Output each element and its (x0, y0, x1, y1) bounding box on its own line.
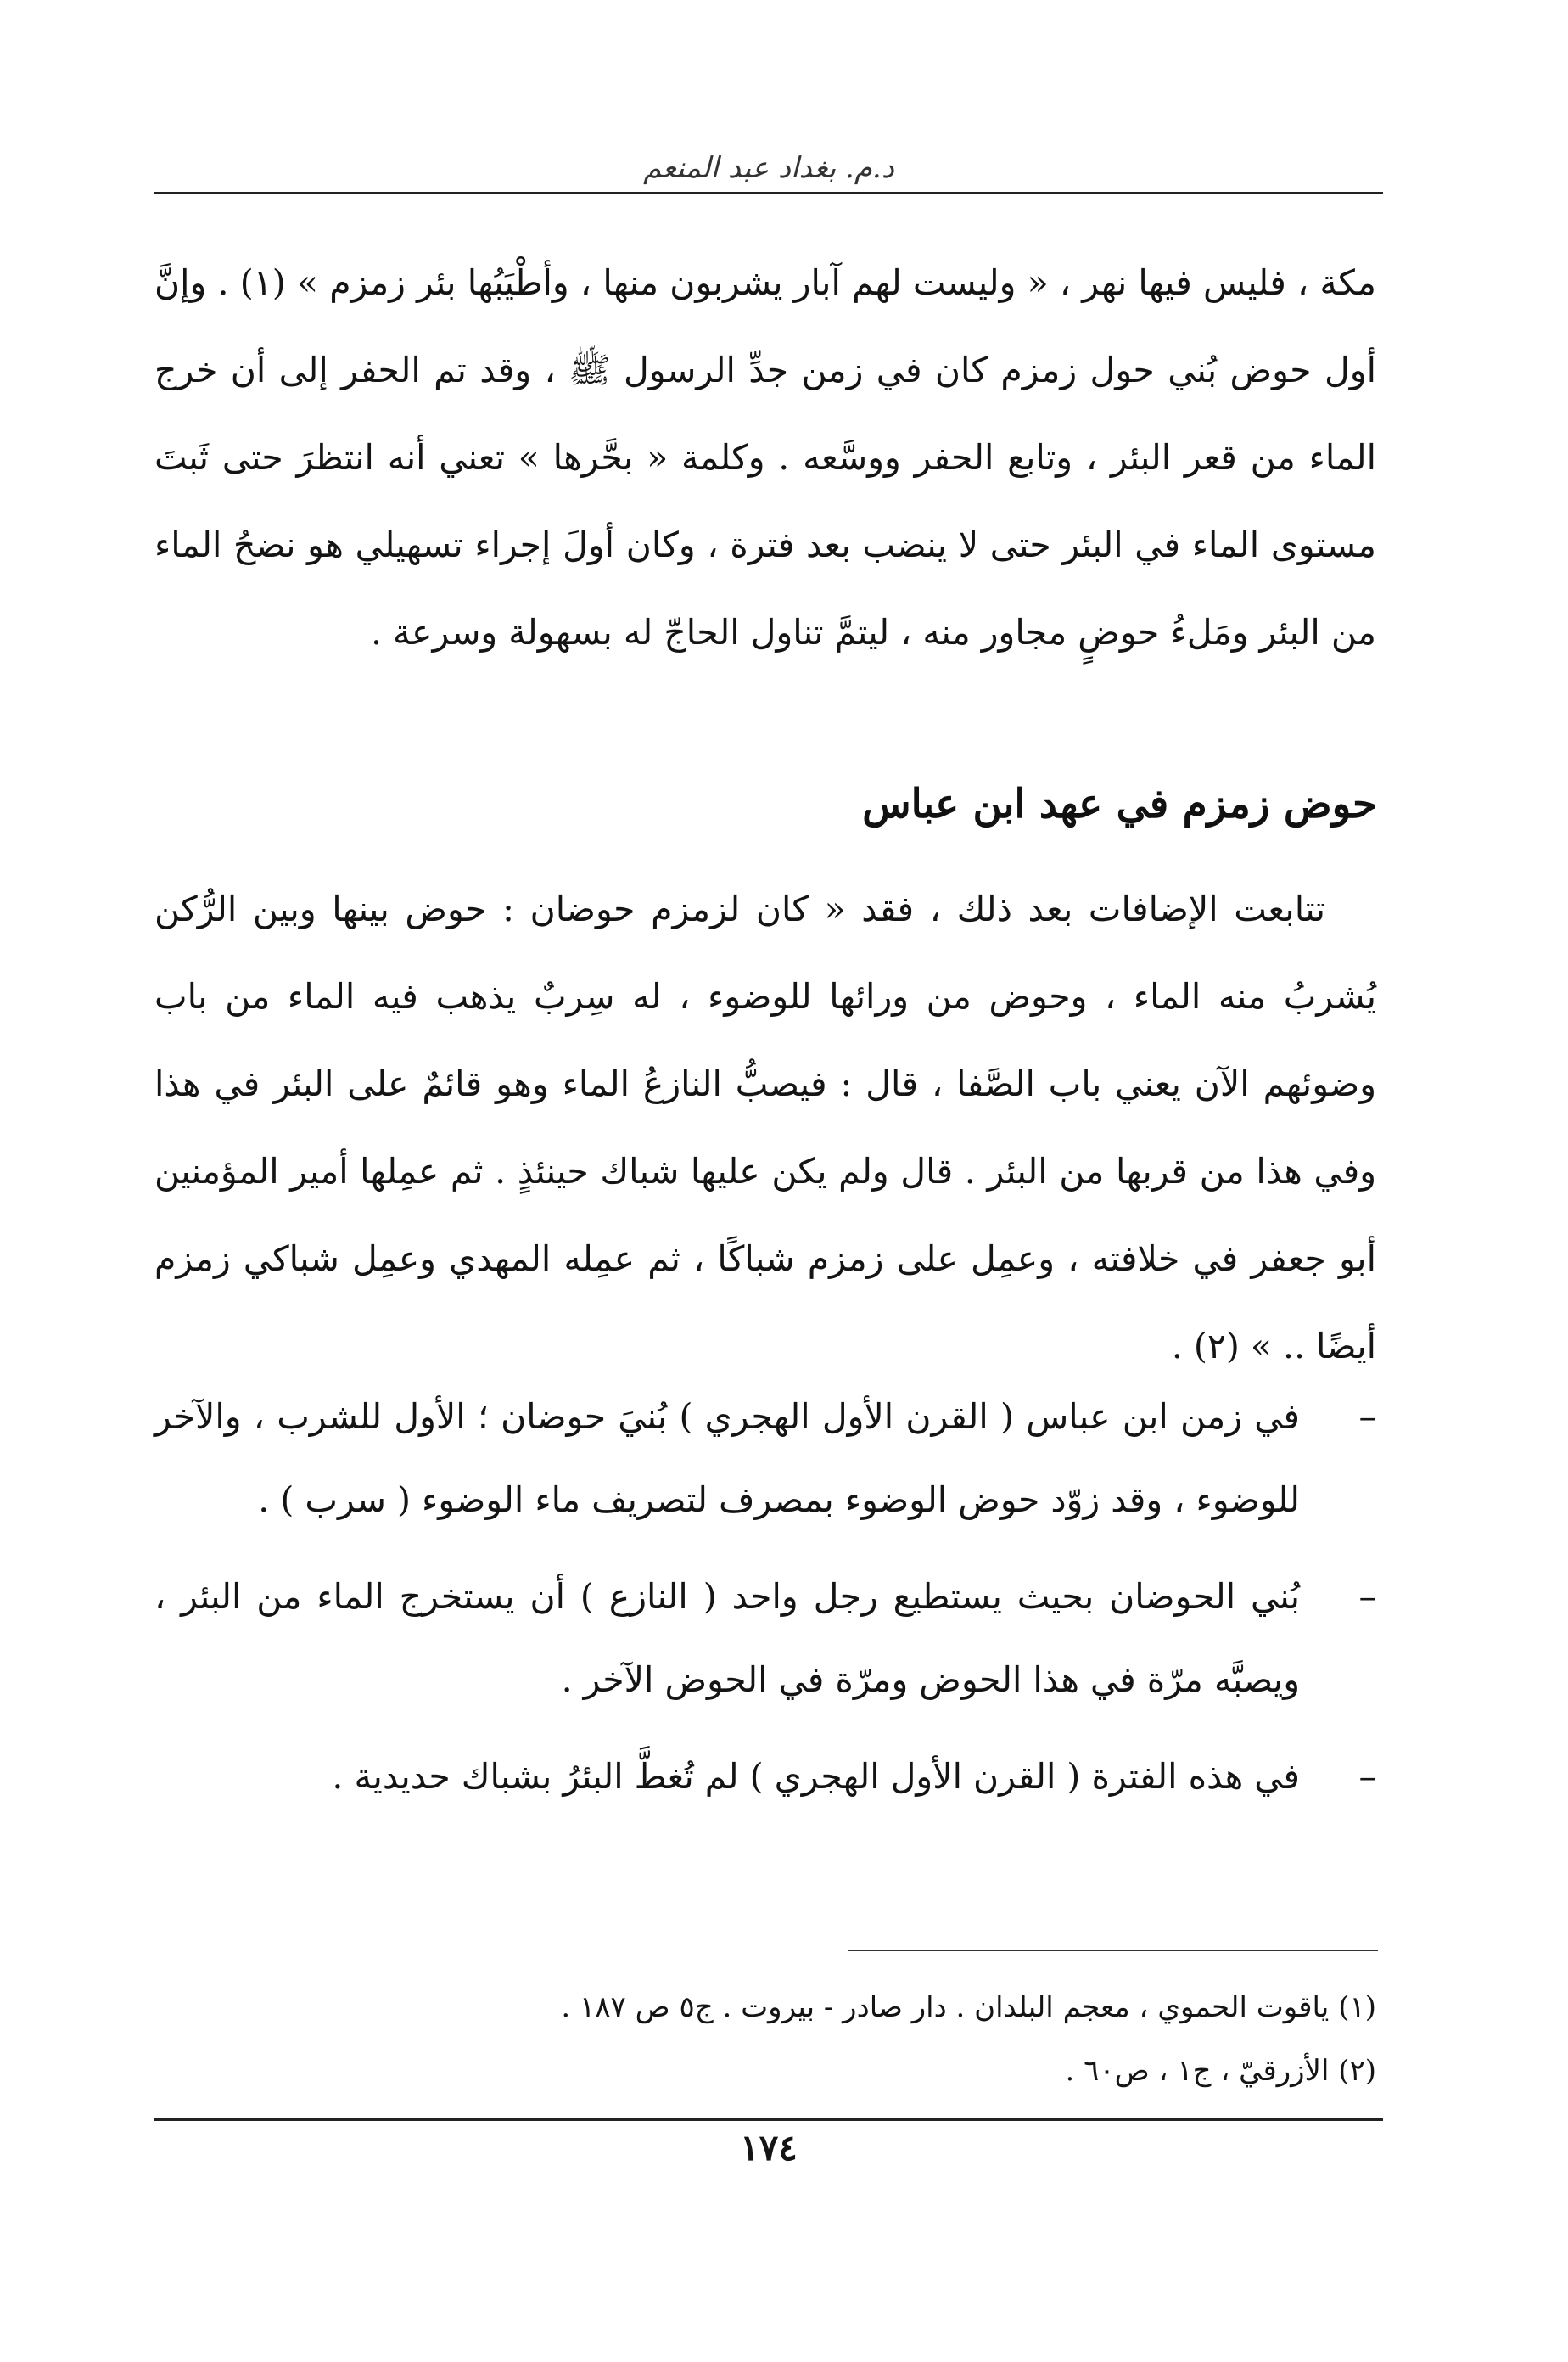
running-header-author: د.م. بغداد عبد المنعم (643, 151, 894, 185)
header-rule (154, 192, 1383, 194)
paragraph-1: مكة ، فليس فيها نهر ، « وليست لهم آبار يشربون منها ، وأطْيَبُها بئر زمزم » (١) . وإنَّ أول حوض بُني حول زمزم كان في زمن جدِّ الرسول ﷺ ، وقد تم الحفر إلى أن خرج الماء من قعر البئر ، وتابع الحفر ووسَّعه . وكلمة « بحَّرها » تعني أنه انتظرَ حتى ثَبتَ مستوى الماء في البئر حتى لا ينضب بعد فترة ، وكان أولَ إجراء تسهيلي هو نضحُ الماء من البئر ومَلءُ حوضٍ مجاور منه ، ليتمَّ تناول الحاجّ له بسهولة وسرعة . (154, 262, 1376, 653)
list-item (154, 1555, 1376, 1721)
list-item (154, 1735, 1376, 1818)
bullet-list (154, 1375, 1376, 1832)
dash-bullet-icon: – (1358, 1396, 1376, 1437)
footnote-1: (١) ياقوت الحموي ، معجم البلدان . دار صادر - بيروت . ج٥ ص ١٨٧ . (561, 1990, 1376, 2024)
section-heading: حوض زمزم في عهد ابن عباس (862, 781, 1377, 828)
paragraph-2: تتابعت الإضافات بعد ذلك ، فقد « كان لزمزم حوضان : حوض بينها وبين الرُّكن يُشربُ منه الماء ، وحوض من ورائها للوضوء ، له سِربٌ يذهب فيه الماء من باب وضوئهم الآن يعني باب الصَّفا ، قال : فيصبُّ النازعُ الماء وهو قائمٌ على البئر في هذا وفي هذا من قربها من البئر . قال ولم يكن عليها شباك حينئذٍ . ثم عمِلها أمير المؤمنين أبو جعفر في خلافته ، وعمِل على زمزم شباكًا ، ثم عمِله المهدي وعمِل شباكي زمزم أيضًا .. » (٢) . (154, 889, 1376, 1366)
footnote-2: (٢) الأزرقيّ ، ج١ ، ص٦٠ . (1065, 2054, 1376, 2088)
footnotes (154, 1976, 1376, 2103)
list-item-text: في زمن ابن عباس ( القرن الأول الهجري ) بُنيَ حوضان ؛ الأول للشرب ، والآخر للوضوء ، وقد زوّد حوض الوضوء بمصرف لتصريف ماء الوضوء ( سرب ) . (154, 1396, 1300, 1520)
footer-rule (154, 2118, 1383, 2121)
dash-bullet-icon: – (1358, 1576, 1376, 1617)
list-item (154, 1375, 1376, 1541)
footnote-separator (848, 1950, 1378, 1951)
list-item-text: في هذه الفترة ( القرن الأول الهجري ) لم تُغطَّ البئرُ بشباك حديدية . (332, 1756, 1300, 1797)
page-number: ١٧٤ (740, 2127, 798, 2168)
list-item-text: بُني الحوضان بحيث يستطيع رجل واحد ( النازع ) أن يستخرج الماء من البئر ، ويصبَّه مرّة في هذا الحوض ومرّة في الحوض الآخر . (154, 1576, 1300, 1700)
dash-bullet-icon: – (1358, 1756, 1376, 1797)
